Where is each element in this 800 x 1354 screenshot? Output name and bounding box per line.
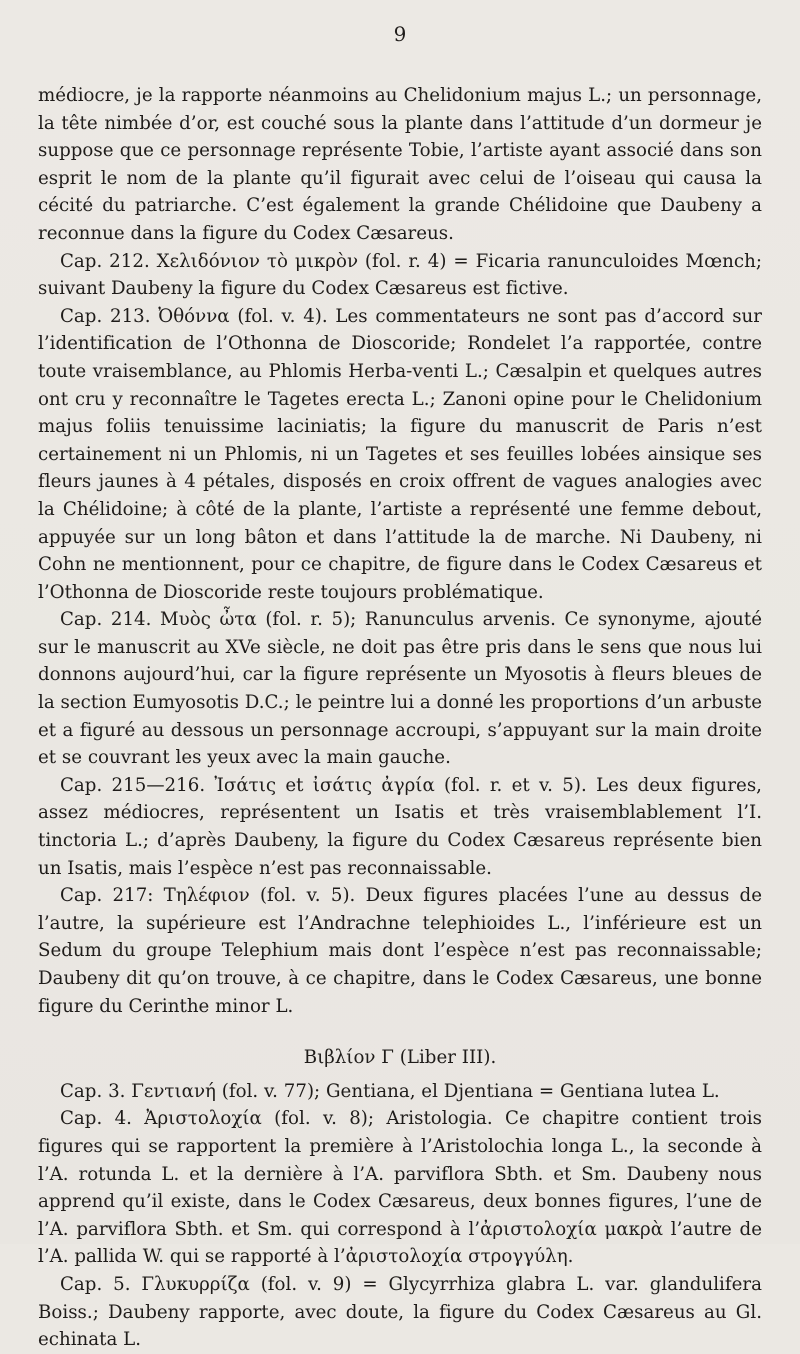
paragraph: Cap. 4. Ἀριστολοχία (fol. v. 8); Aristologia. Ce chapitre contient trois figures qui se rapportent la première à l’Aristolochia longa L., la seconde à l’A. rotunda L. et la dernière à l’A. parviflora Sbth. et Sm. Daubeny nous apprend qu’il existe, dans le Codex Cæsareus, deux bonnes figures, l’une de l’A. parviflora Sbth. et Sm. qui correspond à l’ἀριστολοχία μακρὰ l’autre de l’A. pallida W. qui se rapporté à l’ἀριστολοχία στρογγύλη.: [38, 1108, 762, 1268]
section-title: Βιβλίον Γ (Liber III).: [303, 1047, 497, 1069]
paragraph: médiocre, je la rapporte néanmoins au Chelidonium majus L.; un personnage, la tête nimbée d’or, est couché sous la plante dans l’attitude d’un dormeur je suppose que ce personnage représente Tobie, l’artiste ayant associé dans son esprit le nom de la plante qu’il figurait avec celui de l’oiseau qui causa la cécité du patriarche. C’est également la grande Chélidoine que Daubeny a reconnue dans la figure du Codex Cæsareus.: [38, 85, 762, 244]
page-body: [38, 82, 762, 1354]
page-number: 9: [393, 22, 407, 46]
paragraph: Cap. 217: Τηλέφιον (fol. v. 5). Deux figures placées l’une au dessus de l’autre, la supérieure est l’Andrachne telephioides L., l’inférieure est un Sedum du groupe Telephium mais dont l’espèce n’est pas reconnaissable; Daubeny dit qu’on trouve, à ce chapitre, dans le Codex Cæsareus, une bonne figure du Cerinthe minor L.: [38, 885, 762, 1017]
paragraph: Cap. 215—216. Ἰσάτις et ἰσάτις ἀγρία (fol. r. et v. 5). Les deux figures, assez médiocres, représentent un Isatis et très vraisemblablement l’I. tinctoria L.; d’après Daubeny, la figure du Codex Cæsareus représente bien un Isatis, mais l’espèce n’est pas reconnaissable.: [38, 774, 762, 879]
paragraph: Cap. 214. Μυὸς ὦτα (fol. r. 5); Ranunculus arvenis. Ce synonyme, ajouté sur le manuscrit au XVe siècle, ne doit pas être pris dans le sens que nous lui donnons aujourd’hui, car la figure représente un Myosotis à fleurs bleues de la section Eumyosotis D.C.; le peintre lui a donné les proportions d’un arbuste et a figuré au dessous un personnage accroupi, s’appuyant sur la main droite et se couvrant les yeux avec la main gauche.: [38, 609, 762, 769]
paragraph: Cap. 213. Ὀθόννα (fol. v. 4). Les commentateurs ne sont pas d’accord sur l’identification de l’Othonna de Dioscoride; Rondelet l’a rapportée, contre toute vraisemblance, au Phlomis Herba-venti L.; Cæsalpin et quelques autres ont cru y reconnaître le Tagetes erecta L.; Zanoni opine pour le Chelidonium majus foliis tenuissime laciniatis; la figure du manuscrit de Paris n’est certainement ni un Phlomis, ni un Tagetes et ses feuilles lobées ainsique ses fleurs jaunes à 4 pétales, disposés en croix offrent de vagues analogies avec la Chélidoine; à côté de la plante, l’artiste a représenté une femme debout, appuyée sur un long bâton et dans l’attitude la de marche. Ni Daubeny, ni Cohn ne mentionnent, pour ce chapitre, de figure dans le Codex Cæsareus et l’Othonna de Dioscoride reste toujours problématique.: [38, 305, 762, 603]
paragraph: Cap. 3. Γεντιανή (fol. v. 77); Gentiana, el Djentiana = Gentiana lutea L.: [60, 1080, 720, 1102]
paragraph: Cap. 212. Χελιδόνιον τὸ μικρὸν (fol. r. 4) = Ficaria ranunculoides Mœnch; suivant Daubeny la figure du Codex Cæsareus est fictive.: [38, 250, 762, 300]
paragraph: Cap. 5. Γλυκυρρίζα (fol. v. 9) = Glycyrrhiza glabra L. var. glandulifera Boiss.; Daubeny rapporte, avec doute, la figure du Codex Cæsareus au Gl. echinata L.: [38, 1273, 762, 1351]
